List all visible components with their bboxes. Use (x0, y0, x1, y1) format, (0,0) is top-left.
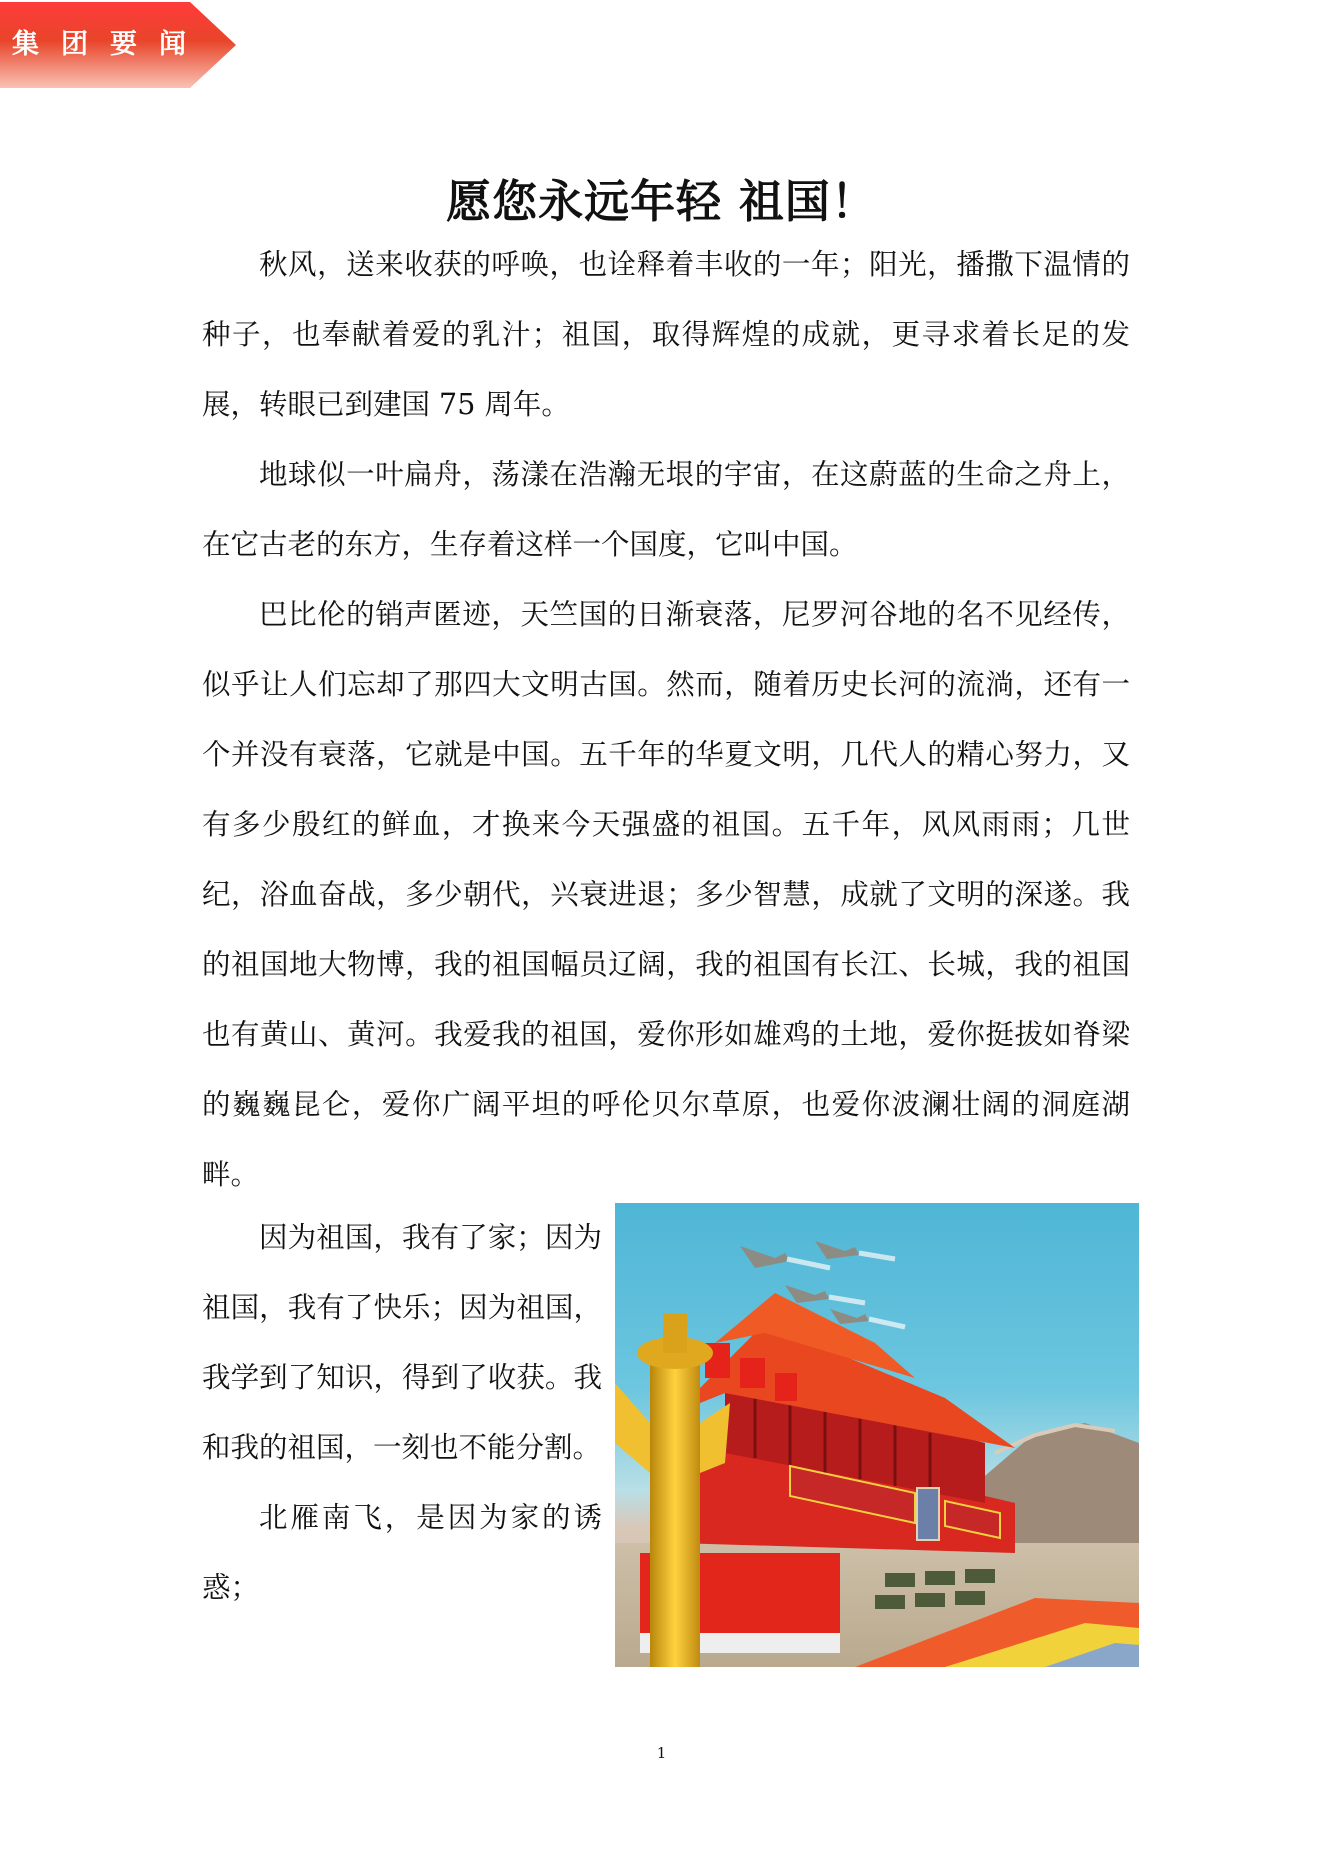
paragraph: 因为祖国，我有了家；因为祖国，我有了快乐；因为祖国，我学到了知识，得到了收获。我和我的祖国，一刻也不能分割。 (202, 1221, 602, 1464)
paragraph: 北雁南飞，是因为家的诱惑； (202, 1501, 602, 1604)
paragraph: 巴比伦的销声匿迹，天竺国的日渐衰落，尼罗河谷地的名不见经传，似乎让人们忘却了那四大文明古国。然而，随着历史长河的流淌，还有一个并没有衰落，它就是中国。五千年的华夏文明，几代人的精心努力，又有多少殷红的鲜血，才换来今天强盛的祖国。五千年，风风雨雨；几世纪，浴血奋战，多少朝代，兴衰进退；多少智慧，成就了文明的深遂。我的祖国地大物博，我的祖国幅员辽阔，我的祖国有长江、长城，我的祖国也有黄山、黄河。我爱我的祖国，爱你形如雄鸡的土地，爱你挺拔如脊梁的巍巍昆仑，爱你广阔平坦的呼伦贝尔草原，也爱你波澜壮阔的洞庭湖畔。 (202, 598, 1130, 1191)
illustration-graphic (615, 1203, 1139, 1667)
text-image-section (202, 1203, 1140, 1673)
paragraph: 秋风，送来收获的呼唤，也诠释着丰收的一年；阳光，播撒下温情的种子，也奉献着爱的乳汁；祖国，取得辉煌的成就，更寻求着长足的发展，转眼已到建国 75 周年。 (202, 248, 1130, 421)
tiananmen-illustration-image (615, 1203, 1139, 1667)
page-number: 1 (656, 1744, 667, 1762)
article-title: 愿您永远年轻 祖国！ (446, 175, 877, 228)
article-body (202, 230, 1130, 1210)
paragraph: 地球似一叶扁舟，荡漾在浩瀚无垠的宇宙，在这蔚蓝的生命之舟上，在它古老的东方，生存着这样一个国度，它叫中国。 (202, 458, 1130, 561)
section-banner (0, 2, 236, 88)
section-label: 集团要闻 (12, 29, 208, 60)
side-text-column (202, 1203, 602, 1623)
